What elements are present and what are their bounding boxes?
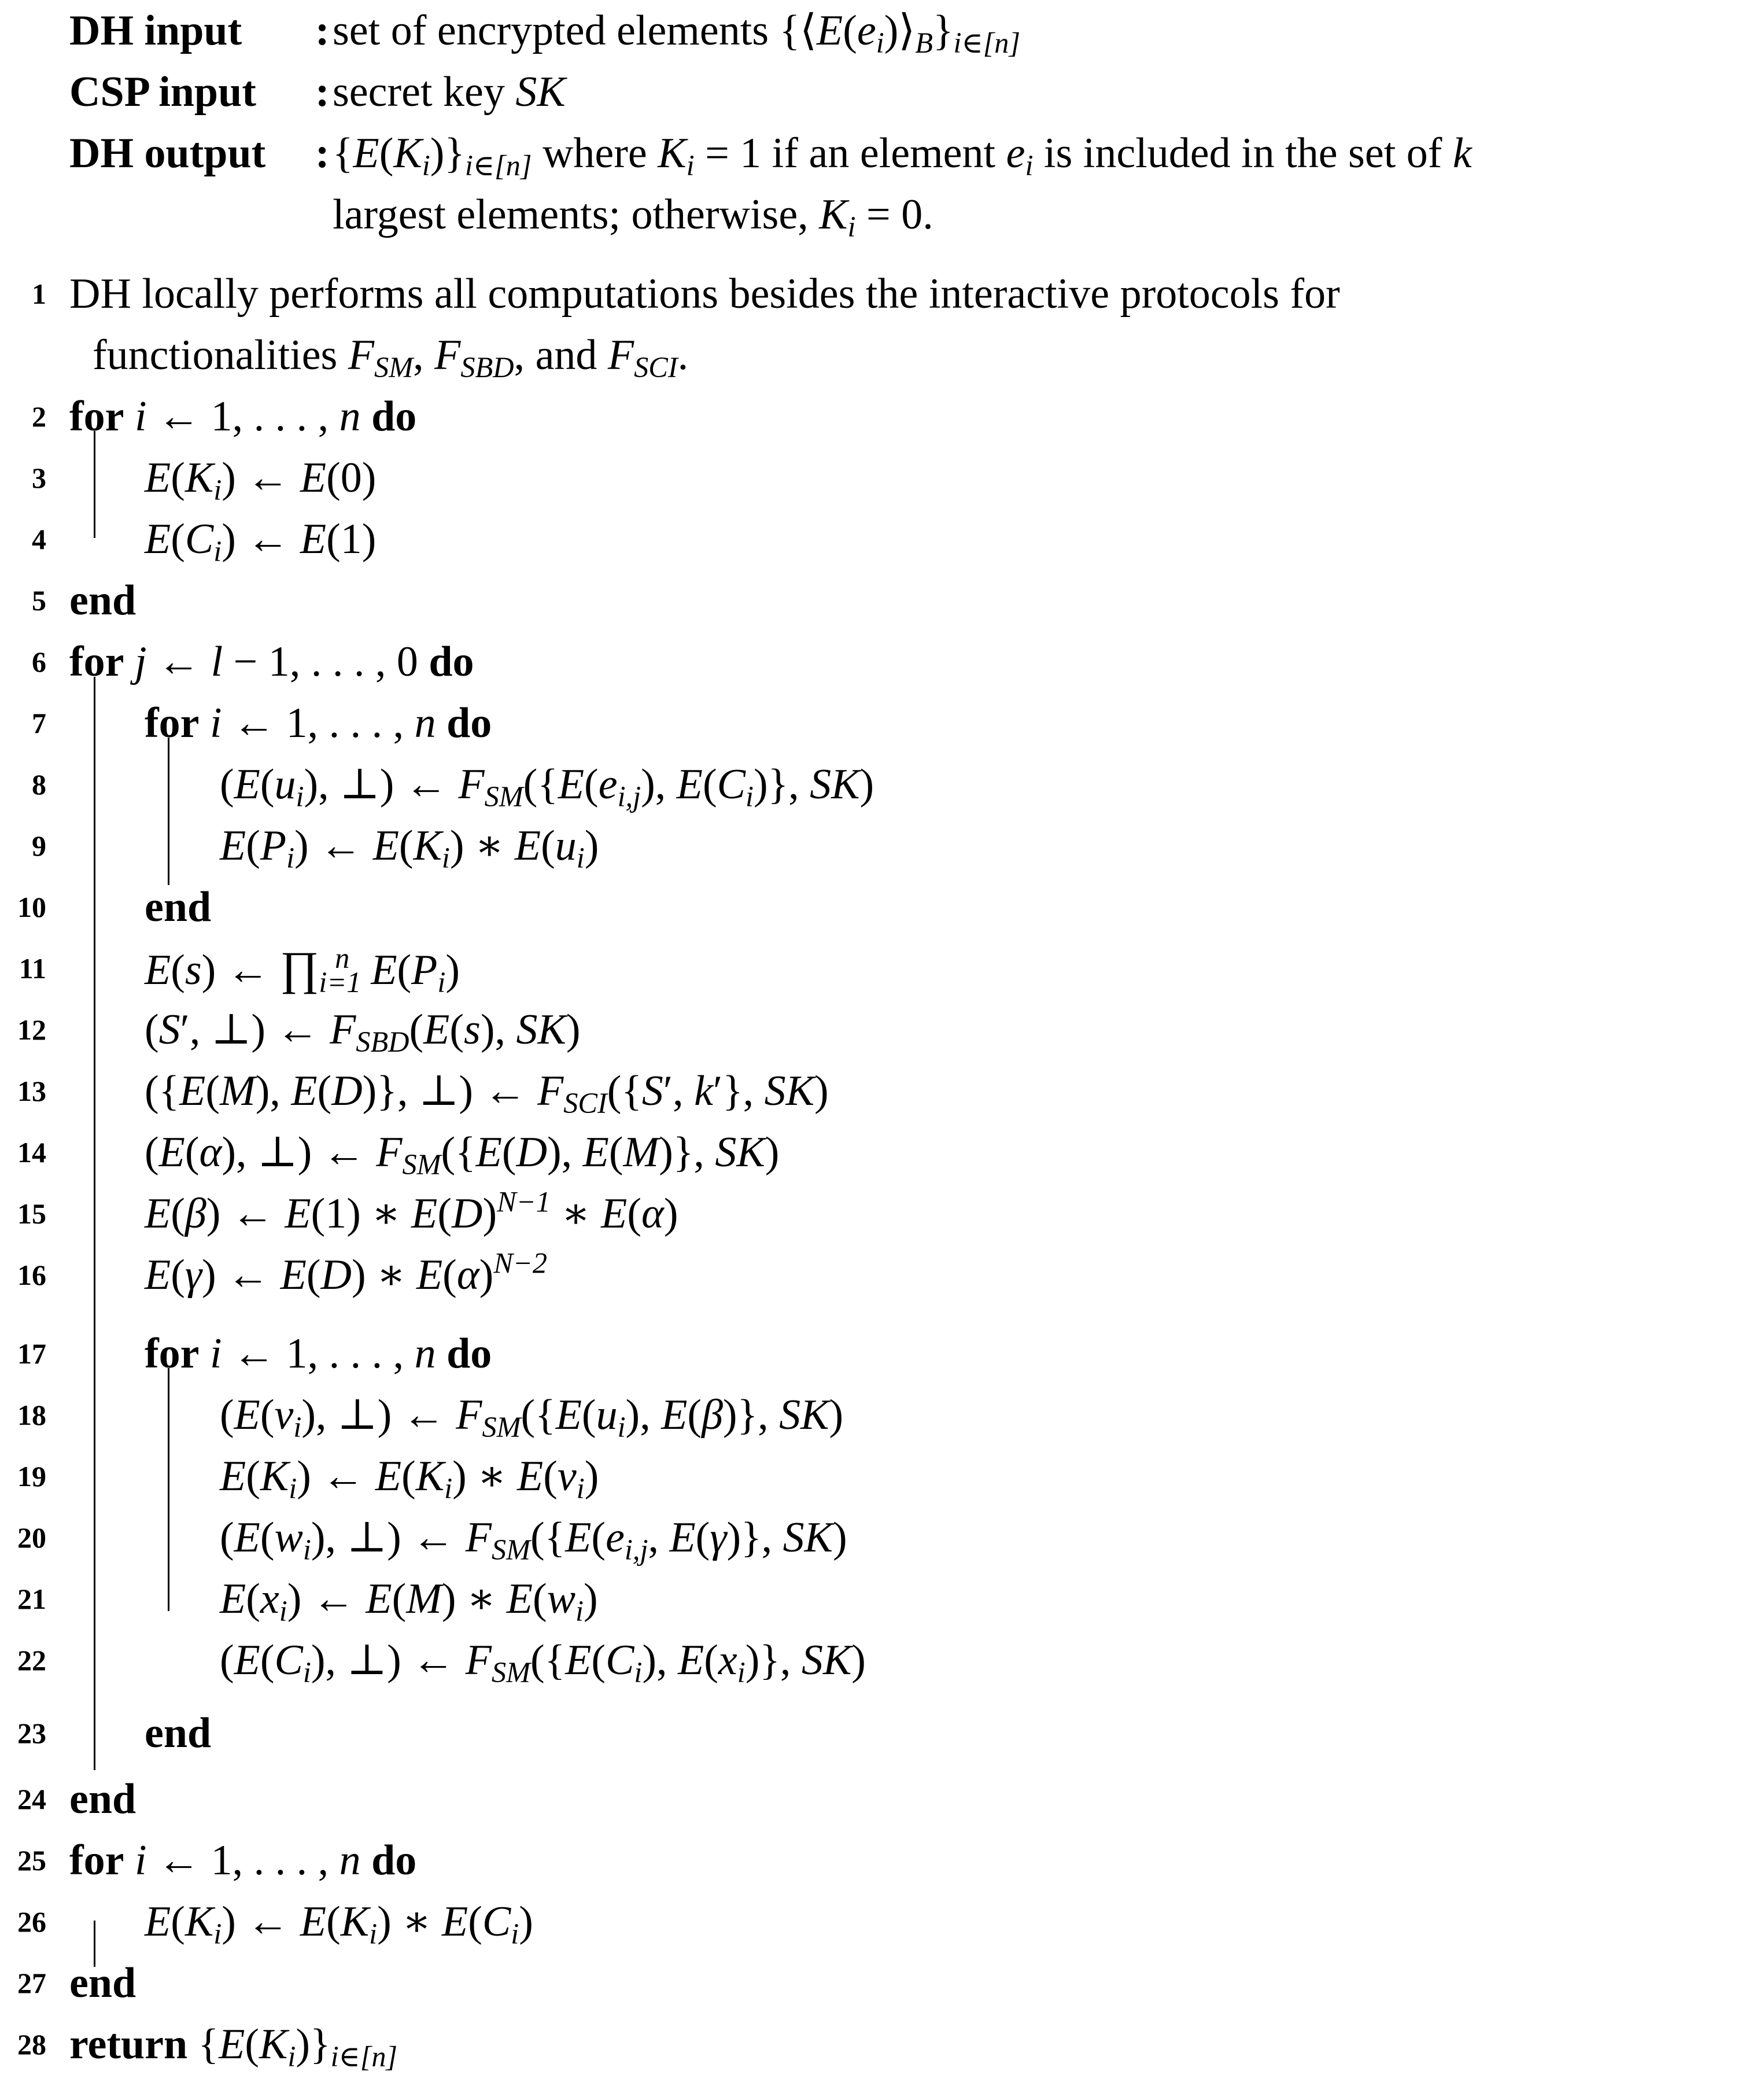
csp-input-label: CSP input: [69, 68, 256, 116]
algo-line-16: [0, 1244, 1764, 1306]
algo-line-1: [0, 263, 1764, 325]
line-text: end: [145, 883, 212, 931]
line-number: 4: [32, 523, 46, 555]
line-number: 5: [32, 584, 46, 617]
csp-input-colon: :: [315, 68, 330, 116]
dh-output-text: $\{E(K_i)\}_{i\in[n]}$ where $K_i = 1$ if an element $e_i$ is included in the set of k: [333, 130, 1472, 182]
algo-line-26: [0, 1891, 1764, 1952]
line-number: 8: [32, 768, 46, 801]
algo-line-12: [0, 999, 1764, 1060]
line-number: 9: [32, 830, 46, 862]
line-text: $E(P_i)$ ← $E(K_i)$ ∗ $E(u_i)$: [220, 822, 599, 875]
line-text: ({E(M), E(D)}, ⊥) ← $F_{SCI}(\{S'$, k′}, SK): [145, 1067, 829, 1120]
line-number: 28: [17, 2028, 46, 2061]
algo-line-3: [0, 447, 1764, 508]
line-number: 12: [17, 1013, 46, 1046]
algo-line-5: [0, 570, 1764, 631]
line-text: ($E(w_i)$, ⊥) ← $F_{SM}(\{E(e_{i,j}$, E(γ)}, SK): [220, 1514, 847, 1567]
dh-input-text: set of encrypted elements $\{⟨E(e_i)⟩_B\}_{i\in[n]}$: [333, 7, 1021, 60]
line-text: DH locally performs all computations besides the interactive protocols for: [69, 270, 1340, 318]
algo-line-19: [0, 1446, 1764, 1507]
algo-line-25: [0, 1830, 1764, 1891]
line-text: $E(C_i)$ ← E(1): [145, 515, 377, 568]
line-number: 25: [17, 1844, 46, 1877]
dh-input-label: DH input: [69, 7, 242, 54]
csp-input-text: secret key SK: [333, 68, 566, 116]
line-text: $E(K_i)$ ← E(0): [145, 454, 377, 507]
line-text: end: [69, 1775, 136, 1823]
line-number: 26: [17, 1906, 46, 1938]
line-text: for i ← 1, . . . , n do: [145, 699, 492, 747]
dh-input-colon: :: [315, 7, 330, 54]
algo-line-20: [0, 1507, 1764, 1568]
line-text: (S′, ⊥) ← $F_{SBD}(E(s)$, SK): [145, 1006, 581, 1059]
line-number: 23: [17, 1717, 46, 1749]
line-text: functionalities $F_{SM}$, $F_{SBD}$, and $F_{SCI}$.: [93, 331, 689, 384]
line-text: $E(K_i)$ ← $E(K_i)$ ∗ $E(v_i)$: [220, 1453, 599, 1505]
line-number: 6: [32, 646, 46, 678]
line-number: 3: [32, 462, 46, 494]
line-number: 18: [17, 1399, 46, 1431]
line-text: E(β) ← E(1) ∗ $E(D)^{N-1}$ ∗ E(α): [145, 1185, 678, 1237]
algo-line-28: [0, 2014, 1764, 2075]
line-number: 11: [19, 952, 46, 985]
algo-line-13: [0, 1060, 1764, 1122]
algo-line-21: [0, 1568, 1764, 1630]
algo-line-11: [0, 938, 1764, 999]
line-text: end: [69, 1959, 136, 2007]
line-text: for i ← 1, . . . , n do: [145, 1330, 492, 1377]
line-number: 13: [17, 1075, 46, 1107]
algo-line-7: [0, 692, 1764, 754]
line-text: ($E(u_i)$, ⊥) ← $F_{SM}(\{E(e_{i,j})$, $E(C_i)$}, SK): [220, 761, 874, 813]
line-number: 16: [17, 1259, 46, 1291]
algo-line-1-cont: [0, 325, 1764, 386]
line-number: 19: [17, 1460, 46, 1492]
line-text: $E(x_i)$ ← E(M) ∗ $E(w_i)$: [220, 1575, 598, 1628]
line-number: 27: [17, 1967, 46, 1999]
line-number: 21: [17, 1583, 46, 1615]
line-text: return $\{E(K_i)\}_{i\in[n]}$: [69, 2021, 398, 2073]
line-text: ($E(C_i)$, ⊥) ← $F_{SM}(\{E(C_i)$, $E(x_i)$}, SK): [220, 1637, 866, 1689]
line-number: 1: [32, 278, 46, 310]
line-number: 20: [17, 1521, 46, 1554]
line-text: for i ← 1, . . . , n do: [69, 1837, 417, 1884]
line-number: 14: [17, 1136, 46, 1169]
line-text: $E(K_i)$ ← $E(K_i)$ ∗ $E(C_i)$: [145, 1898, 533, 1951]
algo-line-22: [0, 1630, 1764, 1691]
line-number: 24: [17, 1783, 46, 1815]
dh-output-colon: :: [315, 130, 330, 177]
algo-line-14: [0, 1122, 1764, 1183]
algo-line-2: [0, 386, 1764, 447]
line-text: (E(α), ⊥) ← $F_{SM}(\{E(D)$, E(M)}, SK): [145, 1129, 780, 1181]
line-text: E(s) ← $\prod_{i=1}^n$ $E(P_i)$: [145, 942, 460, 999]
algo-line-23: [0, 1702, 1764, 1764]
line-text: E(γ) ← E(D) ∗ $E(\alpha)^{N-2}$: [145, 1247, 547, 1299]
line-text: end: [145, 1709, 212, 1757]
algo-line-10: [0, 876, 1764, 938]
line-number: 15: [17, 1197, 46, 1230]
algo-line-4: [0, 508, 1764, 570]
line-number: 2: [32, 400, 46, 433]
algo-line-6: [0, 631, 1764, 692]
algo-line-8: [0, 754, 1764, 815]
algo-line-15: [0, 1183, 1764, 1244]
line-text: end: [69, 577, 136, 624]
algo-line-24: [0, 1768, 1764, 1830]
line-number: 10: [17, 891, 46, 923]
dh-output-text-2: largest elements; otherwise, $K_i = 0$.: [333, 191, 933, 244]
algo-line-17: [0, 1323, 1764, 1384]
line-number: 22: [17, 1644, 46, 1676]
line-text: for i ← 1, . . . , n do: [69, 393, 417, 440]
line-number: 7: [32, 707, 46, 739]
line-number: 17: [17, 1337, 46, 1370]
algo-line-27: [0, 1952, 1764, 2014]
dh-output-label: DH output: [69, 130, 266, 177]
algo-line-18: [0, 1384, 1764, 1446]
line-text: for j ← l − 1, . . . , 0 do: [69, 638, 474, 685]
line-text: ($E(v_i)$, ⊥) ← $F_{SM}(\{E(u_i)$, E(β)}, SK): [220, 1391, 844, 1444]
algo-line-9: [0, 815, 1764, 876]
